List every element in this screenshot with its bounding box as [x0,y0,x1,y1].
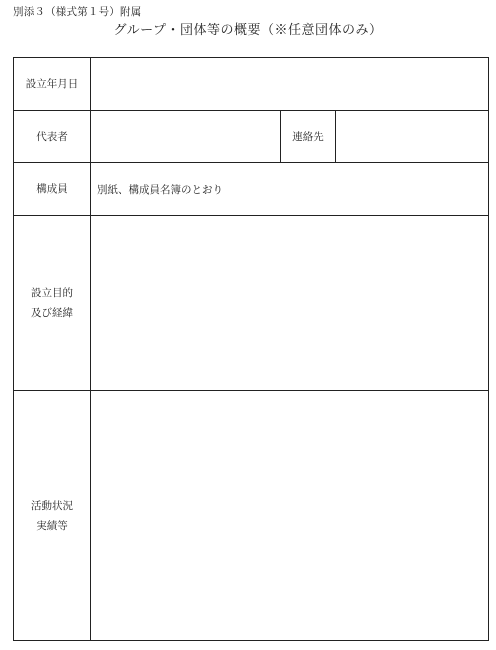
activities-label [14,391,91,641]
purpose-label-line1: 設立目的 [31,287,73,299]
establishment-date-label: 設立年月日 [14,58,91,111]
row-purpose [14,216,489,391]
row-activities [14,391,489,641]
members-label: 構成員 [14,163,91,216]
row-establishment-date [14,58,489,111]
contact-field[interactable] [336,111,489,163]
purpose-label-line2: 及び経緯 [31,307,73,319]
contact-label: 連絡先 [281,111,336,163]
purpose-label [14,216,91,391]
purpose-field[interactable] [91,216,489,391]
group-overview-table [13,57,489,641]
establishment-date-field[interactable] [91,58,489,111]
members-field[interactable]: 別紙、構成員名簿のとおり [91,163,489,216]
activities-field[interactable] [91,391,489,641]
activities-label-line2: 実績等 [36,519,68,532]
row-members [14,163,489,216]
activities-label-line1: 活動状況 [31,499,73,512]
representative-field[interactable] [91,111,281,163]
representative-label: 代表者 [14,111,91,163]
row-representative [14,111,489,163]
attachment-note: 別添３（様式第１号）附属 [13,6,142,18]
form-title: グループ・団体等の概要（※任意団体のみ） [113,23,383,38]
